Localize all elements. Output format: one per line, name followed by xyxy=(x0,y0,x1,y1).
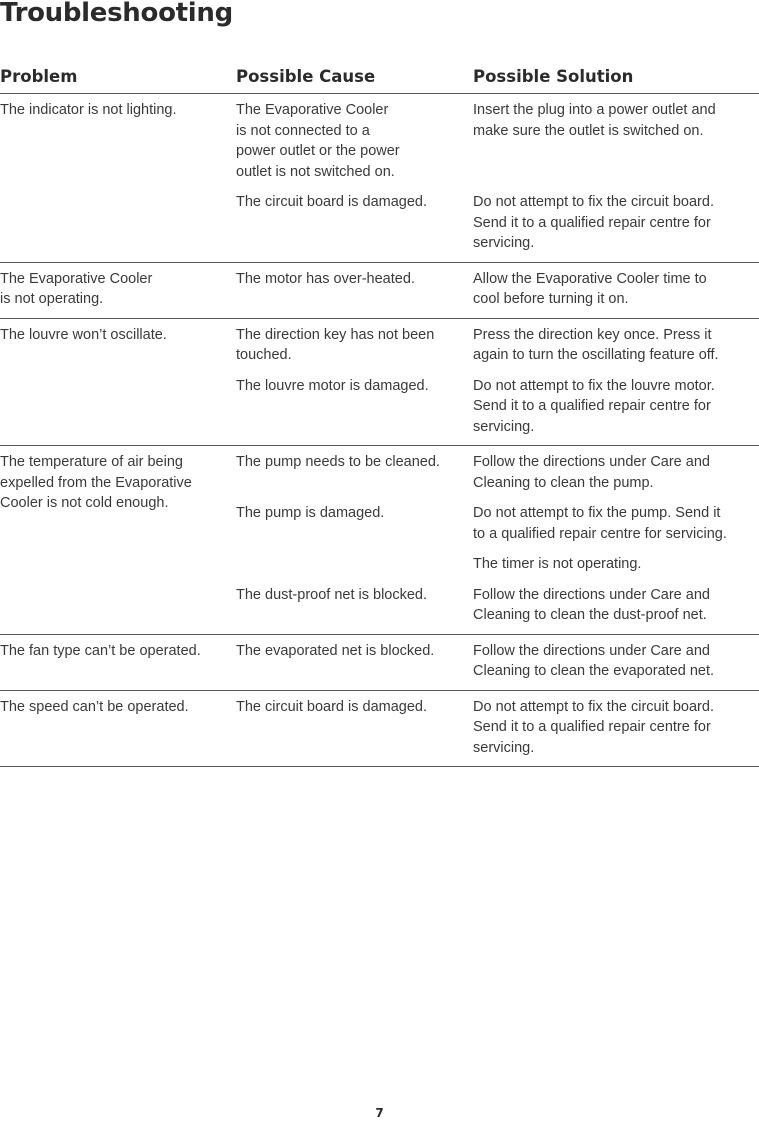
possible-solution-cell: Do not attempt to fix the circuit board. Send it to a qualified repair centre for servicing. xyxy=(473,698,714,756)
header-possible-cause: Possible Cause xyxy=(236,67,376,86)
table-row xyxy=(0,691,759,768)
table-row xyxy=(0,319,759,447)
problem-cell: The fan type can’t be operated. xyxy=(0,642,201,659)
problem-cell: The indicator is not lighting. xyxy=(0,102,177,118)
table-row xyxy=(0,446,759,635)
possible-solution-cell: Follow the directions under Care and Cleaning to clean the evaporated net. xyxy=(473,642,715,679)
possible-cause-cell: The pump is damaged. xyxy=(236,505,385,521)
cause-solution-pair xyxy=(236,697,759,759)
possible-cause-cell: The direction key has not been touched. xyxy=(236,326,435,363)
possible-solution-cell: Follow the directions under Care and Cleaning to clean the pump. xyxy=(473,454,710,491)
table-row xyxy=(0,263,759,319)
possible-cause-cell xyxy=(236,554,473,575)
possible-cause-cell: The circuit board is damaged. xyxy=(236,698,428,715)
cause-solution-pair xyxy=(236,325,759,366)
cause-solution-group xyxy=(236,697,759,767)
problem-cell: The speed can’t be operated. xyxy=(0,698,189,715)
troubleshooting-table xyxy=(0,66,759,767)
possible-solution-cell: Do not attempt to fix the pump. Send it to a qualified repair centre for servicing. xyxy=(473,505,727,542)
possible-cause-cell: The evaporated net is blocked. xyxy=(236,642,435,659)
cause-solution-pair xyxy=(236,452,759,493)
possible-cause-cell: The pump needs to be cleaned. xyxy=(236,454,440,470)
problem-cell: The louvre won’t oscillate. xyxy=(0,326,167,343)
possible-solution-cell: Follow the directions under Care and Cleaning to clean the dust-proof net. xyxy=(473,586,710,623)
cause-solution-group xyxy=(236,269,759,318)
possible-solution-cell: The timer is not operating. xyxy=(473,556,642,572)
cause-solution-group xyxy=(236,452,759,634)
page-number: 7 xyxy=(375,1106,384,1120)
cause-solution-pair xyxy=(236,554,759,575)
possible-cause-cell: The louvre motor is damaged. xyxy=(236,377,429,394)
cause-solution-pair xyxy=(236,503,759,544)
possible-solution-cell: Press the direction key once. Press it again to turn the oscillating feature off. xyxy=(473,326,719,363)
cause-solution-group xyxy=(236,641,759,690)
cause-solution-pair xyxy=(236,100,759,182)
possible-solution-cell: Allow the Evaporative Cooler time to cool before turning it on. xyxy=(473,270,707,307)
table-header-row xyxy=(0,66,759,94)
table-row xyxy=(0,635,759,691)
cause-solution-pair xyxy=(236,192,759,254)
header-problem: Problem xyxy=(0,67,78,86)
problem-cell: The Evaporative Cooler is not operating. xyxy=(0,270,153,307)
page-title: Troubleshooting xyxy=(0,0,233,28)
cause-solution-group xyxy=(236,100,759,262)
cause-solution-pair xyxy=(236,269,759,310)
possible-solution-cell: Do not attempt to fix the circuit board. Send it to a qualified repair centre for servicing. xyxy=(473,194,714,251)
problem-cell: The temperature of air being expelled from the Evaporative Cooler is not cold enough. xyxy=(0,454,192,511)
possible-cause-cell: The Evaporative Cooler is not connected to a power outlet or the power outlet is not switched on. xyxy=(236,102,400,180)
possible-solution-cell: Do not attempt to fix the louvre motor. Send it to a qualified repair centre for servicing. xyxy=(473,377,715,435)
cause-solution-pair xyxy=(236,376,759,438)
possible-solution-cell: Insert the plug into a power outlet and make sure the outlet is switched on. xyxy=(473,102,716,139)
header-possible-solution: Possible Solution xyxy=(473,67,634,86)
cause-solution-pair xyxy=(236,585,759,626)
table-row xyxy=(0,94,759,263)
possible-cause-cell: The motor has over-heated. xyxy=(236,270,415,287)
table-body xyxy=(0,94,759,767)
possible-cause-cell: The circuit board is damaged. xyxy=(236,194,428,210)
cause-solution-group xyxy=(236,325,759,446)
cause-solution-pair xyxy=(236,641,759,682)
possible-cause-cell: The dust-proof net is blocked. xyxy=(236,586,428,603)
